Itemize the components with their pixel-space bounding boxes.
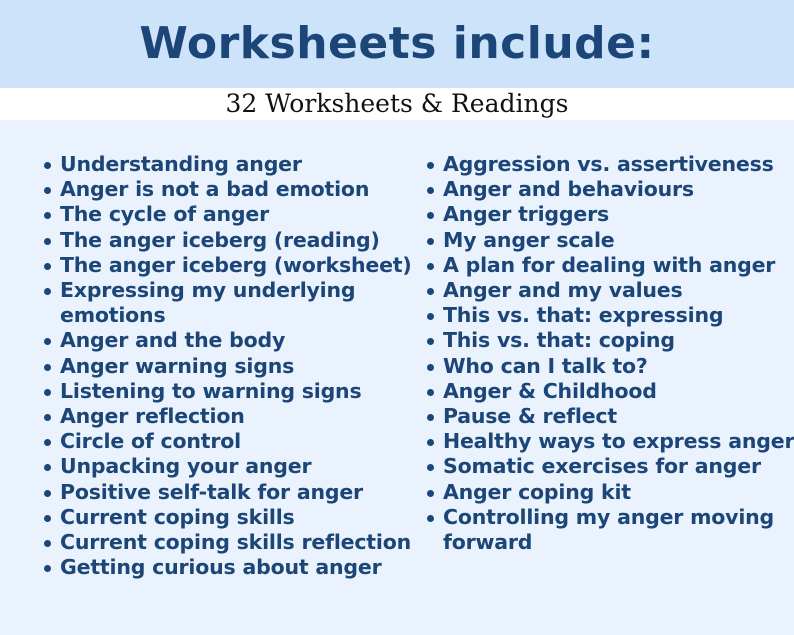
list-item-label: Anger triggers xyxy=(443,202,609,227)
list-item-label: Current coping skills xyxy=(60,504,295,529)
list-item xyxy=(42,404,412,429)
list-item-label: forward xyxy=(443,530,533,555)
list-item-label: My anger scale xyxy=(443,227,615,252)
list-item-label: The cycle of anger xyxy=(60,202,270,227)
page-subtitle: 32 Worksheets & Readings xyxy=(225,89,569,118)
list-item-label: Expressing my underlying xyxy=(60,278,356,303)
list-item xyxy=(425,404,790,429)
list-item xyxy=(425,480,790,505)
bullet-icon xyxy=(427,389,434,396)
bullet-icon xyxy=(44,540,51,547)
bullet-icon xyxy=(427,515,434,522)
list-item xyxy=(425,177,790,202)
list-item xyxy=(425,505,790,555)
list-item xyxy=(425,278,790,303)
list-item-label: The anger iceberg (worksheet) xyxy=(60,252,412,277)
list-item xyxy=(42,177,412,202)
list-item-label: Healthy ways to express anger xyxy=(443,429,794,454)
list-item xyxy=(425,202,790,227)
list-item xyxy=(42,202,412,227)
bullet-icon xyxy=(44,565,51,572)
bullet-icon xyxy=(44,389,51,396)
list-item-label: Anger and the body xyxy=(60,328,286,353)
bullet-icon xyxy=(427,212,434,219)
list-item-label: Anger is not a bad emotion xyxy=(60,177,370,202)
bullet-icon xyxy=(427,238,434,245)
bullet-icon xyxy=(44,187,51,194)
list-item xyxy=(425,454,790,479)
list-item-label: The anger iceberg (reading) xyxy=(60,227,380,252)
list-item xyxy=(42,429,412,454)
bullet-icon xyxy=(427,162,434,169)
list-item xyxy=(425,303,790,328)
bullet-icon xyxy=(44,263,51,270)
list-item xyxy=(42,555,412,580)
bullet-icon xyxy=(44,338,51,345)
bullet-icon xyxy=(427,464,434,471)
list-item-label: emotions xyxy=(60,303,166,328)
bullet-icon xyxy=(427,490,434,497)
list-item-label: This vs. that: expressing xyxy=(443,303,724,328)
list-item xyxy=(42,228,412,253)
list-item xyxy=(425,429,794,454)
bullet-icon xyxy=(44,288,51,295)
list-item-label: Somatic exercises for anger xyxy=(443,454,761,479)
bullet-icon xyxy=(427,313,434,320)
list-item-label: Circle of control xyxy=(60,429,241,454)
list-item-label: Listening to warning signs xyxy=(60,378,362,403)
page-title: Worksheets include: xyxy=(139,18,655,69)
bullet-icon xyxy=(427,439,434,446)
list-item xyxy=(425,228,790,253)
bullet-icon xyxy=(427,338,434,345)
list-item xyxy=(42,328,412,353)
list-item-label: Current coping skills reflection xyxy=(60,530,412,555)
worksheet-list-right xyxy=(425,152,794,555)
bullet-icon xyxy=(44,490,51,497)
bullet-icon xyxy=(427,364,434,371)
list-item xyxy=(425,253,790,278)
bullet-icon xyxy=(427,288,434,295)
bullet-icon xyxy=(44,162,51,169)
list-item xyxy=(42,379,412,404)
list-item-label: Positive self-talk for anger xyxy=(60,479,363,504)
list-item-label: Anger warning signs xyxy=(60,353,295,378)
list-item xyxy=(42,454,412,479)
bullet-icon xyxy=(44,439,51,446)
list-item xyxy=(42,278,412,328)
list-item xyxy=(425,328,790,353)
list-item-label: Getting curious about anger xyxy=(60,555,382,580)
list-item-label: Aggression vs. assertiveness xyxy=(443,152,774,176)
list-item-label: Anger & Childhood xyxy=(443,378,657,403)
list-item xyxy=(42,253,412,278)
bullet-icon xyxy=(44,364,51,371)
list-item xyxy=(42,480,412,505)
list-item-label: A plan for dealing with anger xyxy=(443,252,776,277)
list-item xyxy=(42,505,412,530)
list-item xyxy=(425,379,790,404)
bullet-icon xyxy=(427,187,434,194)
bullet-icon xyxy=(427,414,434,421)
list-item-label: Who can I talk to? xyxy=(443,353,648,378)
list-item xyxy=(425,152,790,177)
bullet-icon xyxy=(44,212,51,219)
bullet-icon xyxy=(427,263,434,270)
list-item-label: Anger coping kit xyxy=(443,479,631,504)
list-item xyxy=(425,354,790,379)
bullet-icon xyxy=(44,515,51,522)
bullet-icon xyxy=(44,238,51,245)
list-item-label: Anger and behaviours xyxy=(443,177,694,202)
list-item-label: Anger reflection xyxy=(60,404,245,429)
list-item xyxy=(42,354,412,379)
list-item-label: Unpacking your anger xyxy=(60,454,312,479)
list-item xyxy=(42,530,412,555)
list-item-label: Controlling my anger moving xyxy=(443,504,775,529)
list-item-label: This vs. that: coping xyxy=(443,328,675,353)
list-item-label: Pause & reflect xyxy=(443,404,617,429)
list-item-label: Understanding anger xyxy=(60,152,302,176)
list-item-label: Anger and my values xyxy=(443,278,683,303)
worksheet-list-left xyxy=(42,152,412,580)
bullet-icon xyxy=(44,464,51,471)
list-item xyxy=(42,152,412,177)
bullet-icon xyxy=(44,414,51,421)
